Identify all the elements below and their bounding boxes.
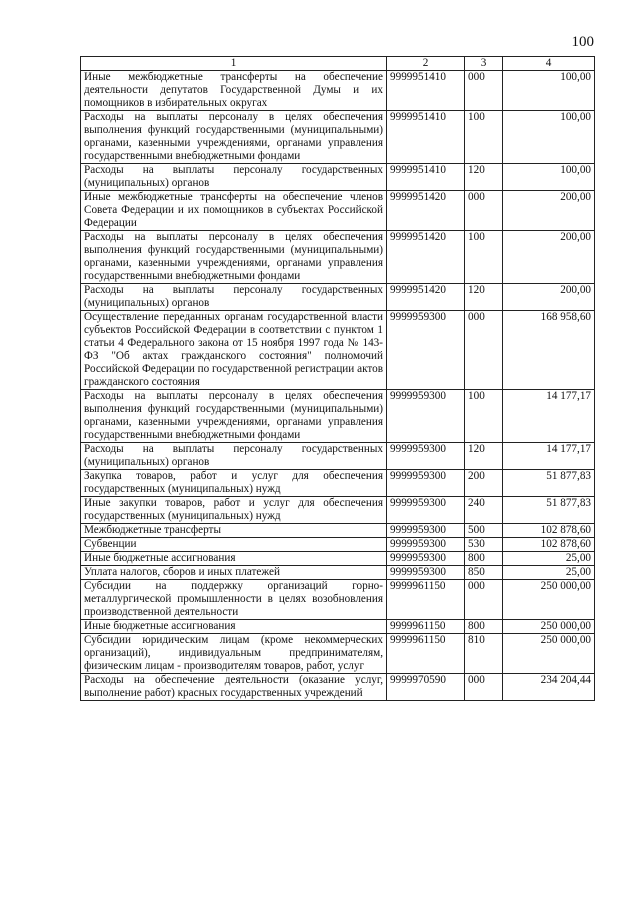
row-expense-type: 800 [465, 620, 503, 634]
table-row [81, 191, 595, 231]
row-description: Межбюджетные трансферты [81, 524, 387, 538]
table-row [81, 111, 595, 164]
row-target-code: 9999959300 [387, 552, 465, 566]
row-amount: 14 177,17 [503, 443, 595, 470]
row-target-code: 9999959300 [387, 443, 465, 470]
row-target-code: 9999951410 [387, 164, 465, 191]
row-amount: 250 000,00 [503, 580, 595, 620]
row-amount: 100,00 [503, 164, 595, 191]
row-amount: 100,00 [503, 71, 595, 111]
row-target-code: 9999951420 [387, 191, 465, 231]
table-row [81, 71, 595, 111]
table-row [81, 566, 595, 580]
row-target-code: 9999951410 [387, 71, 465, 111]
column-header-3: 3 [465, 57, 503, 71]
row-expense-type: 100 [465, 111, 503, 164]
row-target-code: 9999961150 [387, 634, 465, 674]
row-amount: 168 958,60 [503, 311, 595, 390]
row-expense-type: 120 [465, 443, 503, 470]
row-description: Расходы на выплаты персоналу государственных (муниципальных) органов [81, 284, 387, 311]
column-header-1: 1 [81, 57, 387, 71]
row-expense-type: 120 [465, 164, 503, 191]
table-row [81, 580, 595, 620]
row-amount: 14 177,17 [503, 390, 595, 443]
row-description: Иные закупки товаров, работ и услуг для обеспечения государственных (муниципальных) нужд [81, 497, 387, 524]
table-row [81, 538, 595, 552]
row-expense-type: 530 [465, 538, 503, 552]
table-row [81, 470, 595, 497]
row-expense-type: 810 [465, 634, 503, 674]
row-target-code: 9999959300 [387, 524, 465, 538]
row-amount: 51 877,83 [503, 497, 595, 524]
row-target-code: 9999959300 [387, 390, 465, 443]
table-row [81, 552, 595, 566]
table-row [81, 497, 595, 524]
table-row [81, 634, 595, 674]
row-description: Расходы на выплаты персоналу государственных (муниципальных) органов [81, 164, 387, 191]
table-row [81, 311, 595, 390]
table-row [81, 390, 595, 443]
row-target-code: 9999951410 [387, 111, 465, 164]
row-target-code: 9999951420 [387, 231, 465, 284]
row-expense-type: 800 [465, 552, 503, 566]
row-description: Закупка товаров, работ и услуг для обеспечения государственных (муниципальных) нужд [81, 470, 387, 497]
table-row [81, 524, 595, 538]
budget-table [80, 56, 595, 701]
row-expense-type: 000 [465, 191, 503, 231]
row-amount: 102 878,60 [503, 538, 595, 552]
row-description: Осуществление переданных органам государственной власти субъектов Российской Федерации в соответствии с пунктом 1 статьи 4 Федерального закона от 15 ноября 1997 года № 143-ФЗ "Об актах гражданского состояния" полномочий Российской Федерации по государственной регистрации актов гражданского состояния [81, 311, 387, 390]
row-description: Расходы на выплаты персоналу государственных (муниципальных) органов [81, 443, 387, 470]
row-amount: 200,00 [503, 284, 595, 311]
row-expense-type: 850 [465, 566, 503, 580]
column-header-2: 2 [387, 57, 465, 71]
row-expense-type: 000 [465, 311, 503, 390]
row-description: Расходы на обеспечение деятельности (оказание услуг, выполнение работ) красных государственных учреждений [81, 674, 387, 701]
table-row [81, 164, 595, 191]
row-amount: 200,00 [503, 191, 595, 231]
table-row [81, 620, 595, 634]
row-description: Уплата налогов, сборов и иных платежей [81, 566, 387, 580]
row-amount: 100,00 [503, 111, 595, 164]
row-expense-type: 120 [465, 284, 503, 311]
row-description: Иные бюджетные ассигнования [81, 620, 387, 634]
row-amount: 51 877,83 [503, 470, 595, 497]
row-expense-type: 240 [465, 497, 503, 524]
row-amount: 102 878,60 [503, 524, 595, 538]
page-number: 100 [571, 34, 594, 50]
table-row [81, 443, 595, 470]
row-description: Расходы на выплаты персоналу в целях обеспечения выполнения функций государственными (муниципальными) органами, казенными учреждениями, органами управления государственными внебюджетными фондами [81, 231, 387, 284]
row-target-code: 9999959300 [387, 470, 465, 497]
row-description: Субсидии юридическим лицам (кроме некоммерческих организаций), индивидуальным предпринимателям, физическим лицам - производителям товаров, работ, услуг [81, 634, 387, 674]
row-target-code: 9999959300 [387, 538, 465, 552]
row-target-code: 9999959300 [387, 497, 465, 524]
row-amount: 250 000,00 [503, 620, 595, 634]
row-description: Иные межбюджетные трансферты на обеспечение деятельности депутатов Государственной Думы и их помощников в избирательных округах [81, 71, 387, 111]
row-expense-type: 000 [465, 674, 503, 701]
row-expense-type: 200 [465, 470, 503, 497]
row-expense-type: 100 [465, 390, 503, 443]
row-target-code: 9999961150 [387, 620, 465, 634]
row-expense-type: 500 [465, 524, 503, 538]
row-target-code: 9999961150 [387, 580, 465, 620]
row-amount: 200,00 [503, 231, 595, 284]
row-expense-type: 100 [465, 231, 503, 284]
row-expense-type: 000 [465, 580, 503, 620]
row-amount: 25,00 [503, 566, 595, 580]
row-target-code: 9999959300 [387, 311, 465, 390]
row-description: Субвенции [81, 538, 387, 552]
row-target-code: 9999951420 [387, 284, 465, 311]
row-description: Расходы на выплаты персоналу в целях обеспечения выполнения функций государственными (муниципальными) органами, казенными учреждениями, органами управления государственными внебюджетными фондами [81, 111, 387, 164]
row-description: Иные бюджетные ассигнования [81, 552, 387, 566]
row-amount: 25,00 [503, 552, 595, 566]
table-row [81, 674, 595, 701]
column-header-4: 4 [503, 57, 595, 71]
row-target-code: 9999970590 [387, 674, 465, 701]
table-row [81, 284, 595, 311]
table-header-row [81, 57, 595, 71]
row-amount: 234 204,44 [503, 674, 595, 701]
table-row [81, 231, 595, 284]
row-description: Субсидии на поддержку организаций горно-металлургической промышленности в целях возобновления производственной деятельности [81, 580, 387, 620]
row-description: Иные межбюджетные трансферты на обеспечение членов Совета Федерации и их помощников в субъектах Российской Федерации [81, 191, 387, 231]
row-description: Расходы на выплаты персоналу в целях обеспечения выполнения функций государственными (муниципальными) органами, казенными учреждениями, органами управления государственными внебюджетными фондами [81, 390, 387, 443]
row-amount: 250 000,00 [503, 634, 595, 674]
row-target-code: 9999959300 [387, 566, 465, 580]
row-expense-type: 000 [465, 71, 503, 111]
